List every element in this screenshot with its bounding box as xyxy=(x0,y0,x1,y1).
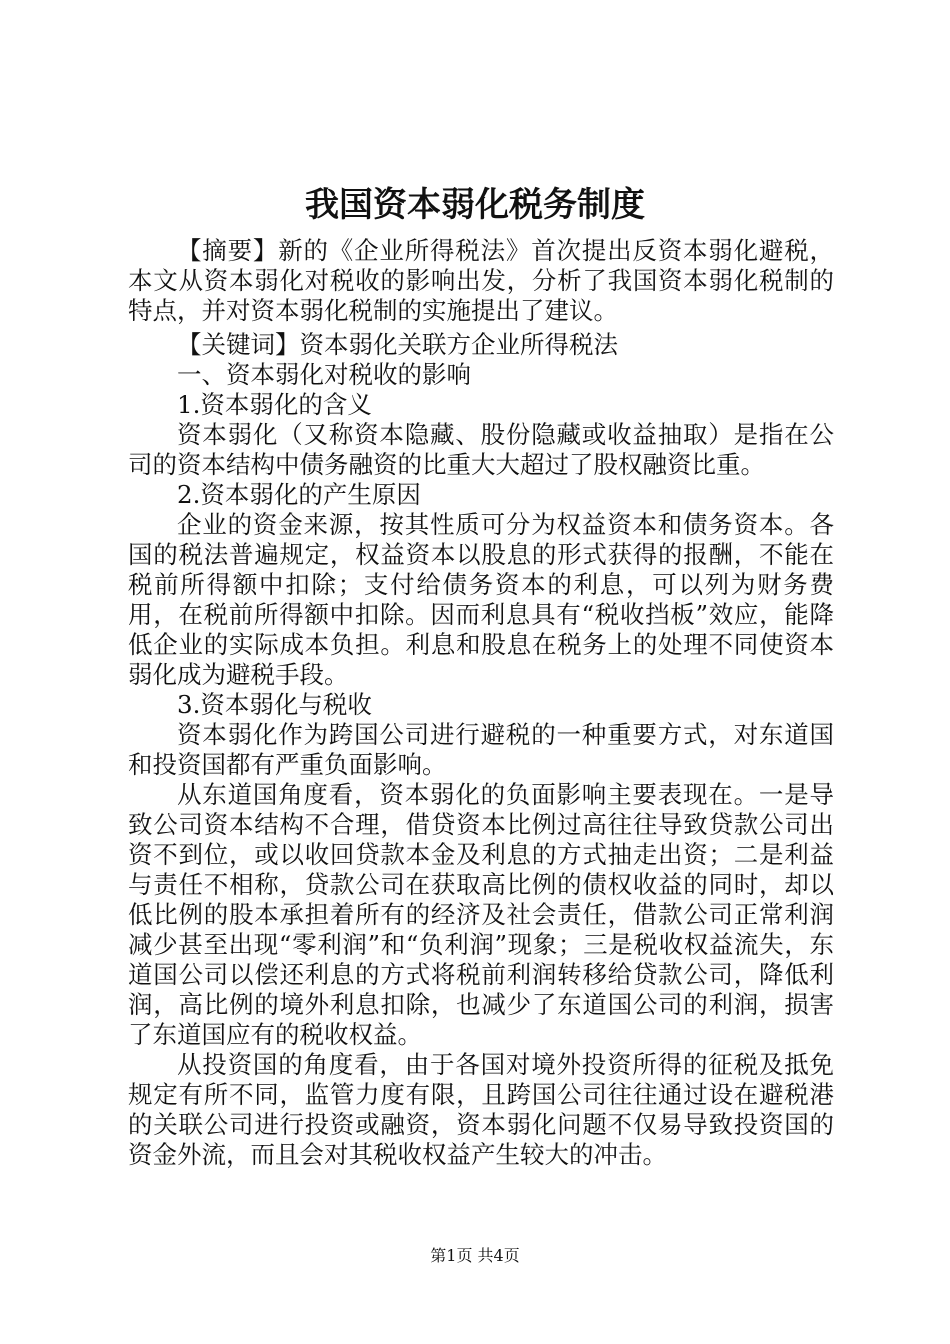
body-paragraph: 企业的资金来源，按其性质可分为权益资本和债务资本。各国的税法普遍规定，权益资本以股息的形式获得的报酬，不能在税前所得额中扣除；支付给债务资本的利息，可以列为财务费用，在税前所得额中扣除。因而利息具有“税收挡板”效应，能降低企业的实际成本负担。利息和股息在税务上的处理不同使资本弱化成为避税手段。 xyxy=(128,510,834,689)
keywords-paragraph: 【关键词】资本弱化关联方企业所得税法 xyxy=(177,330,618,359)
body-paragraph: 资本弱化作为跨国公司进行避税的一种重要方式，对东道国和投资国都有严重负面影响。 xyxy=(128,720,834,779)
abstract-paragraph: 【摘要】新的《企业所得税法》首次提出反资本弱化避税，本文从资本弱化对税收的影响出发，分析了我国资本弱化税制的特点，并对资本弱化税制的实施提出了建议。 xyxy=(128,236,834,325)
page-footer: 第1页 共4页 xyxy=(430,1246,520,1265)
section-heading: 一、资本弱化对税收的影响 xyxy=(177,360,471,389)
subsection-heading: 3.资本弱化与税收 xyxy=(177,690,372,719)
body-paragraph: 从东道国角度看，资本弱化的负面影响主要表现在。一是导致公司资本结构不合理，借贷资本比例过高往往导致贷款公司出资不到位，或以收回贷款本金及利息的方式抽走出资；二是利益与责任不相称，贷款公司在获取高比例的债权收益的同时，却以低比例的股本承担着所有的经济及社会责任，借款公司正常利润减少甚至出现“零利润”和“负利润”现象；三是税收权益流失，东道国公司以偿还利息的方式将税前利润转移给贷款公司，降低利润，高比例的境外利息扣除，也减少了东道国公司的利润，损害了东道国应有的税收权益。 xyxy=(128,780,834,1049)
page-title: 我国资本弱化税务制度 xyxy=(305,185,645,225)
document-body xyxy=(128,236,834,1170)
body-paragraph: 资本弱化（又称资本隐藏、股份隐藏或收益抽取）是指在公司的资本结构中债务融资的比重大大超过了股权融资比重。 xyxy=(128,420,834,479)
subsection-heading: 1.资本弱化的含义 xyxy=(177,390,372,419)
subsection-heading: 2.资本弱化的产生原因 xyxy=(177,480,421,509)
body-paragraph: 从投资国的角度看，由于各国对境外投资所得的征税及抵免规定有所不同，监管力度有限，且跨国公司往往通过设在避税港的关联公司进行投资或融资，资本弱化问题不仅易导致投资国的资金外流，而且会对其税收权益产生较大的冲击。 xyxy=(128,1050,834,1169)
